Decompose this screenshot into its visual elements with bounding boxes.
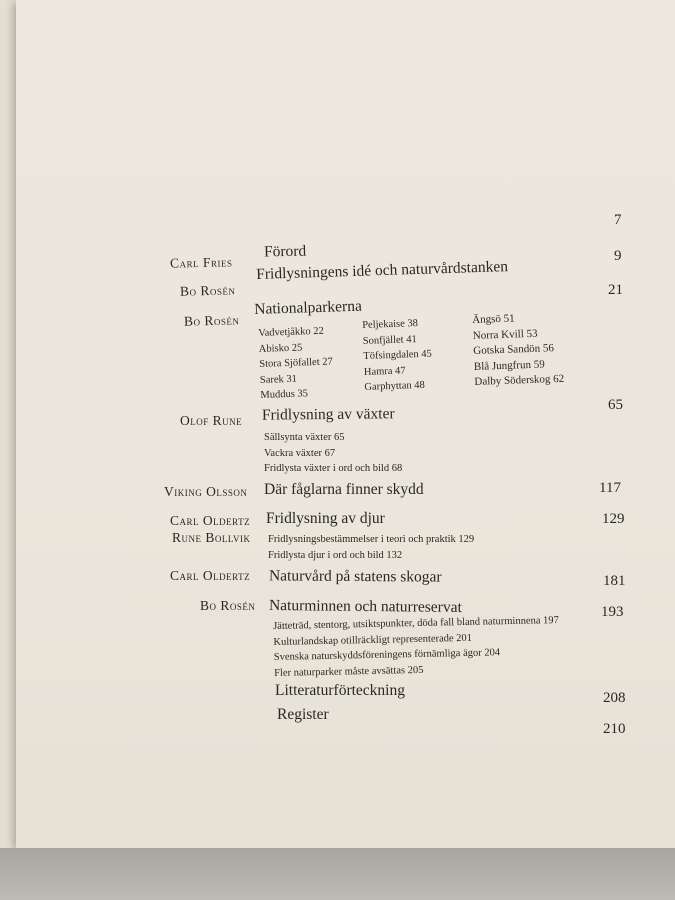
- sub-item: Dalby Söderskog 62: [474, 372, 565, 388]
- sub-item: Sarek 31: [259, 373, 298, 386]
- sub-item: Norra Kvill 53: [472, 327, 538, 342]
- sub-item: Jätteträd, stentorg, utsiktspunkter, döda fall bland naturminnena 197: [273, 615, 559, 632]
- sub-item: Sonfjället 41: [362, 333, 417, 347]
- sublist: [273, 613, 560, 681]
- entry-author: Bo Rosén: [183, 312, 240, 329]
- sub-item: Stora Sjöfallet 27: [259, 356, 333, 370]
- sublist: [362, 316, 433, 396]
- sub-item: Hamra 47: [363, 365, 406, 378]
- sublist: [264, 430, 402, 477]
- page-number: 21: [608, 282, 623, 298]
- page-number: 65: [608, 397, 623, 413]
- sublist: [268, 532, 474, 563]
- sublist: [258, 323, 334, 403]
- sub-item: Ängsö 51: [472, 312, 515, 326]
- entry-title: Förord: [263, 242, 307, 261]
- entry-title: Naturminnen och naturreservat: [268, 596, 462, 617]
- sublist: [472, 310, 564, 391]
- entry-author: Carl Oldertz: [170, 568, 251, 583]
- sub-item: Abisko 25: [258, 341, 303, 355]
- sub-item: Fler naturparker måste avsättas 205: [274, 664, 424, 679]
- sub-item: Vadvetjåkko 22: [258, 325, 325, 339]
- page-number: 208: [603, 690, 626, 706]
- sub-item: Vackra växter 67: [264, 447, 336, 459]
- sub-item: Gotska Sandön 56: [473, 342, 555, 357]
- entry-author: Carl Fries: [169, 254, 233, 271]
- entry-title: Litteraturförteckning: [275, 682, 405, 699]
- page-number: 9: [614, 248, 622, 264]
- sub-item: Fridlysningsbestämmelser i teori och praktik 129: [268, 534, 475, 545]
- sub-item: Fridlysta djur i ord och bild 132: [268, 549, 403, 561]
- entry-author: Bo Rosén: [200, 598, 256, 613]
- sub-item: Garphyttan 48: [364, 379, 425, 393]
- page-number: 181: [603, 573, 626, 589]
- entry-title: Fridlysning av växter: [261, 405, 395, 424]
- page-number: 210: [603, 721, 626, 737]
- sub-item: Kulturlandskap otillräckligt representerade 201: [273, 632, 473, 648]
- page-number: 193: [601, 604, 624, 620]
- sub-item: Sällsynta växter 65: [264, 432, 345, 443]
- entry-title: Naturvård på statens skogar: [268, 567, 442, 586]
- entry-title: Nationalparkerna: [254, 297, 363, 318]
- entry-author: Olof Rune: [180, 413, 243, 428]
- sub-item: Muddus 35: [260, 388, 309, 401]
- page-number: 7: [614, 212, 622, 228]
- sub-item: Svenska naturskyddsföreningens förnämliga ägor 204: [273, 647, 501, 663]
- sub-item: Töfsingdalen 45: [363, 348, 433, 362]
- entry-title: Fridlysningens idé och naturvårdstanken: [256, 258, 509, 283]
- entry-author: Carl Oldertz: [170, 513, 251, 528]
- sub-item: Fridlysta växter i ord och bild 68: [264, 463, 403, 474]
- entry-title: Där fåglarna finner skydd: [264, 481, 424, 498]
- entry-author: Viking Olsson: [164, 484, 248, 499]
- page-number: 129: [602, 511, 625, 527]
- entry-title: Register: [277, 706, 329, 723]
- sub-item: Peljekaise 38: [362, 318, 419, 331]
- entry-author: Bo Rosén: [179, 282, 236, 299]
- sub-item: Blå Jungfrun 59: [473, 357, 545, 373]
- page-number: 117: [599, 480, 621, 496]
- entry-title: Fridlysning av djur: [266, 510, 385, 527]
- entry-author: Rune Bollvik: [172, 530, 251, 545]
